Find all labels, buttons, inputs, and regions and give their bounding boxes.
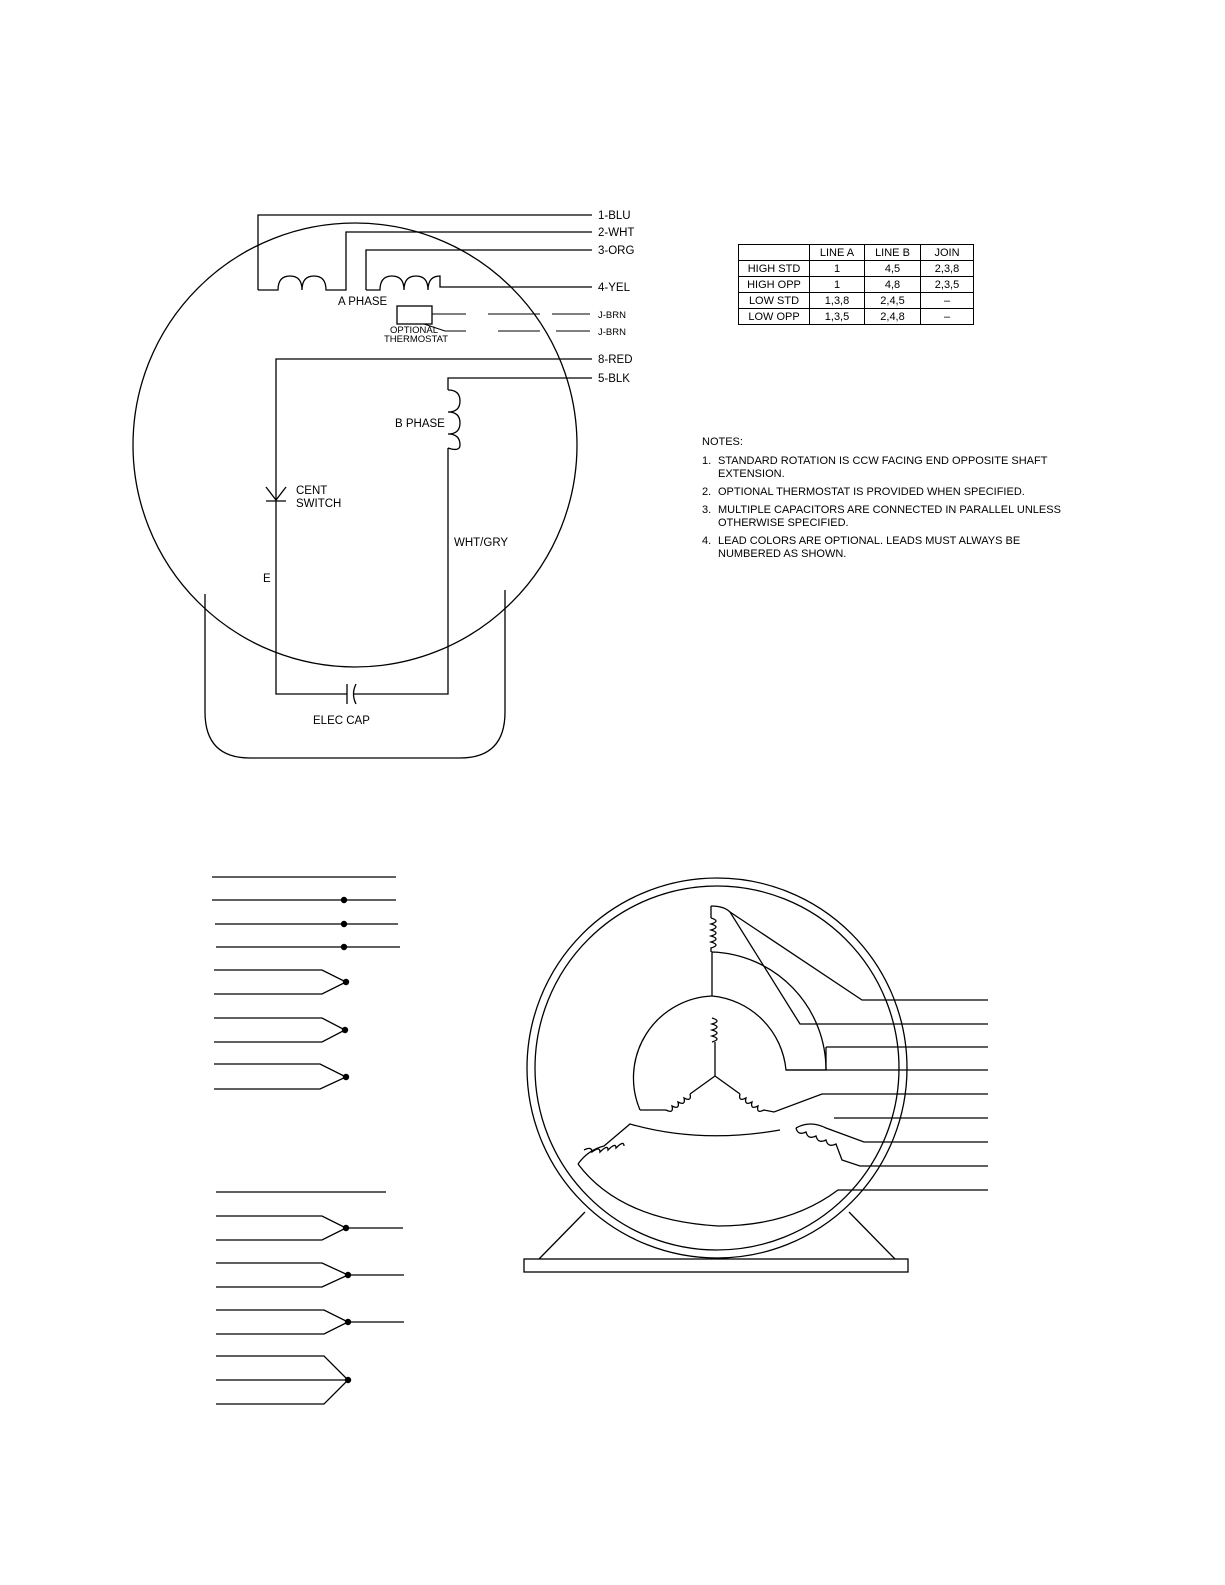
cent-switch-label-1: CENT — [296, 485, 328, 497]
note-item — [702, 486, 1062, 499]
note-item — [702, 504, 1062, 530]
table-header-cell: LINE B — [865, 245, 921, 261]
b-phase-coil — [448, 390, 460, 449]
table-header-cell: JOIN — [921, 245, 974, 261]
outer-coil-top — [711, 918, 716, 952]
table-cell: LOW OPP — [739, 309, 810, 325]
lower-right-coil — [796, 1128, 988, 1166]
table-row — [739, 261, 974, 277]
junction-dot — [345, 1272, 351, 1278]
lead-line-5 — [448, 378, 592, 390]
table-cell: 4,5 — [865, 261, 921, 277]
lead-label-1: 1-BLU — [598, 210, 631, 222]
inner-coil-top — [712, 1018, 717, 1042]
connection-table — [738, 244, 974, 325]
junction-dot — [345, 1319, 351, 1325]
thermostat-box — [397, 306, 432, 324]
table-header-cell: LINE A — [810, 245, 865, 261]
notes-title: NOTES: — [702, 436, 743, 448]
motor-mount-base — [524, 1259, 908, 1272]
outer-band-lead-2 — [711, 906, 988, 1024]
symbol-join-two-2 — [214, 1018, 345, 1042]
note-text: LEAD COLORS ARE OPTIONAL. LEADS MUST ALWAYS BE NUMBERED AS SHOWN. — [718, 535, 1021, 560]
motor-base-outline — [205, 590, 505, 758]
motor-frame-circle — [133, 223, 577, 667]
note-number: 4. — [702, 535, 712, 547]
wht-gry-label: WHT/GRY — [454, 537, 509, 549]
note-text: STANDARD ROTATION IS CCW FACING END OPPOSITE SHAFT EXTENSION. — [718, 455, 1048, 480]
inner-coil-left — [666, 1094, 690, 1111]
motor-end-view — [524, 878, 988, 1272]
table-cell: 4,8 — [865, 277, 921, 293]
motor-inner-ring — [535, 886, 899, 1250]
table-cell: HIGH STD — [739, 261, 810, 277]
symbol-join-out-3 — [216, 1310, 404, 1334]
table-cell: – — [921, 293, 974, 309]
lead-label-2: 2-WHT — [598, 227, 635, 239]
junction-dot — [341, 897, 347, 903]
lead-label-j2: J-BRN — [598, 327, 626, 338]
lower-left-band-bottom — [578, 1164, 988, 1226]
lower-left-coil — [584, 1143, 624, 1152]
table-row — [739, 277, 974, 293]
table-cell: – — [921, 309, 974, 325]
lead-label-8: 8-RED — [598, 354, 633, 366]
symbol-join-two-3 — [214, 1064, 346, 1089]
table-cell: 1,3,5 — [810, 309, 865, 325]
winding-arc-inner-top — [712, 952, 826, 1070]
b-phase-label: B PHASE — [395, 418, 445, 430]
junction-dot — [343, 1074, 349, 1080]
table-header-cell — [739, 245, 810, 261]
lead-label-4: 4-YEL — [598, 282, 630, 294]
e-label: E — [263, 573, 271, 585]
lower-left-band-top — [578, 1124, 780, 1164]
table-cell: 1 — [810, 261, 865, 277]
table-cell: LOW STD — [739, 293, 810, 309]
a-phase-coil-1 — [258, 232, 592, 290]
table-cell: HIGH OPP — [739, 277, 810, 293]
outer-band-lead-1 — [730, 912, 988, 1000]
note-item — [702, 455, 1062, 481]
junction-dot — [341, 944, 347, 950]
a-phase-coil-2 — [366, 276, 592, 290]
junction-dot — [345, 1377, 351, 1383]
winding-arc-inner-left — [633, 996, 712, 1110]
symbol-join-two-1 — [214, 970, 346, 994]
note-text: MULTIPLE CAPACITORS ARE CONNECTED IN PARALLEL UNLESS OTHERWISE SPECIFIED. — [718, 504, 1061, 529]
motor-outer-ring — [527, 878, 907, 1258]
junction-dot — [342, 1027, 348, 1033]
lead-label-j1: J-BRN — [598, 310, 626, 321]
table-cell: 1,3,8 — [810, 293, 865, 309]
connection-symbols-group-1 — [212, 877, 400, 1089]
note-number: 1. — [702, 455, 712, 467]
table-cell: 1 — [810, 277, 865, 293]
table-header-row — [739, 245, 974, 261]
symbol-join-out-2 — [216, 1263, 404, 1287]
note-text: OPTIONAL THERMOSTAT IS PROVIDED WHEN SPECIFIED. — [718, 486, 1025, 498]
elec-cap-label: ELEC CAP — [313, 715, 370, 727]
table-cell: 2,3,8 — [921, 261, 974, 277]
cent-switch-label-2: SWITCH — [296, 498, 342, 510]
table-row — [739, 309, 974, 325]
thermostat-label-1: OPTIONAL — [390, 325, 439, 336]
lower-right-coil-lead-1 — [796, 1124, 988, 1142]
table-cell: 2,4,8 — [865, 309, 921, 325]
thermostat-label-2: THERMOSTAT — [384, 334, 449, 345]
lead-label-3: 3-ORG — [598, 245, 635, 257]
symbol-join-out-1 — [216, 1216, 403, 1240]
junction-dot — [341, 921, 347, 927]
wye-center — [690, 1042, 740, 1094]
table-row — [739, 293, 974, 309]
note-number: 2. — [702, 486, 712, 498]
lead-line-8-start-winding — [276, 359, 592, 694]
lead-line-3 — [366, 250, 592, 290]
wht-gry-wire — [353, 448, 448, 694]
connection-symbols-group-2 — [216, 1192, 404, 1404]
motor-mount-legs — [539, 1212, 895, 1259]
a-phase-label: A PHASE — [338, 296, 388, 308]
symbol-join-three — [216, 1356, 348, 1404]
note-item — [702, 535, 1062, 561]
notes-block — [702, 436, 1062, 566]
lead-label-5: 5-BLK — [598, 373, 630, 385]
junction-dot — [343, 1225, 349, 1231]
single-phase-motor-schematic — [133, 210, 634, 758]
thermostat-lead-2 — [424, 324, 590, 331]
note-number: 3. — [702, 504, 712, 516]
table-cell: 2,3,5 — [921, 277, 974, 293]
inner-coil-right — [740, 1094, 988, 1112]
junction-dot — [343, 979, 349, 985]
table-cell: 2,4,5 — [865, 293, 921, 309]
